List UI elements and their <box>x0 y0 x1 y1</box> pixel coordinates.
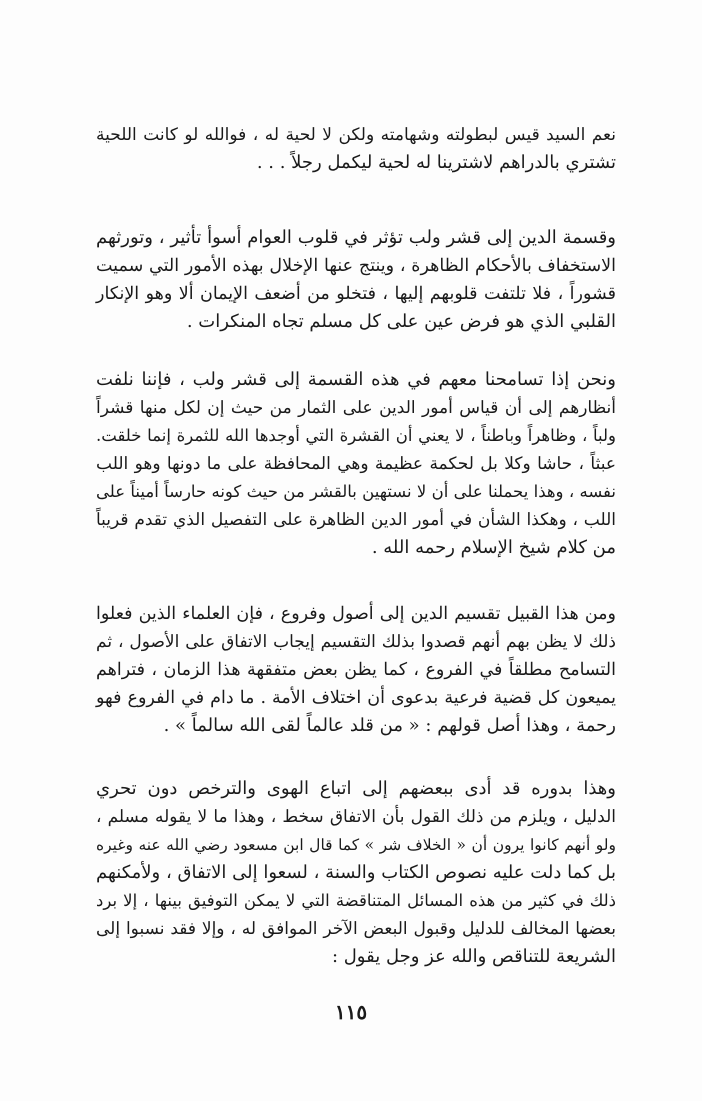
text-line: تشتري بالدراهم لاشترينا له لحية ليكمل رجلاً . . . <box>256 152 616 173</box>
text-line: الاستخفاف بالأحكام الظاهرة ، وينتج عنها الإخلال بهذه الأمور التي سميت <box>96 256 616 276</box>
text-line: اللب ، وهكذا الشأن في أمور الدين الظاهرة على التفصيل الذي تقدم قريباً <box>96 510 616 530</box>
text-line: ذلك في كثير من هذه المسائل المتناقضة التي لا يمكن التوفيق بينها ، إلا برد <box>96 891 616 910</box>
text-line: وهذا بدوره قد أدى ببعضهم إلى اتباع الهوى والترخص دون تحري <box>96 778 616 799</box>
text-line: عبثاً ، حاشا وكلا بل لحكمة عظيمة وهي المحافظة على ما دونها وهو اللب <box>96 454 616 474</box>
text-line: ولو أنهم كانوا يرون أن « الخلاف شر » كما قال ابن مسعود رضي الله عنه وغيره <box>96 836 616 854</box>
paragraph-5 <box>96 775 616 971</box>
text-line: رحمة ، وهذا أصل قولهم : « من قلد عالماً لقى الله سالماً » . <box>163 715 616 736</box>
text-line: نعم السيد قيس لبطولته وشهامته ولكن لا لحية له ، فوالله لو كانت اللحية <box>96 125 616 145</box>
text-line: من كلام شيخ الإسلام رحمه الله . <box>371 537 616 558</box>
text-line: وقسمة الدين إلى قشر ولب تؤثر في قلوب العوام أسوأ تأثير ، وتورثهم <box>96 227 616 248</box>
text-line: أنظارهم إلى أن قياس أمور الدين على الثمار من حيث إن لكل منها قشراً <box>96 398 616 418</box>
text-line: التسامح مطلقاً في الفروع ، كما يظن بعض متفقهة هذا الزمان ، فتراهم <box>96 660 616 680</box>
text-line: ونحن إذا تسامحنا معهم في هذه القسمة إلى قشر ولب ، فإننا نلفت <box>96 369 616 390</box>
text-line: ولباً ، وظاهراً وباطناً ، لا يعني أن القشرة التي أوجدها الله للثمرة إنما خلقت. <box>96 426 616 445</box>
text-line: الشريعة للتناقص والله عز وجل يقول : <box>331 946 616 967</box>
text-line: قشوراً ، فلا تلتفت قلوبهم إليها ، فتخلو من أضعف الإيمان ألا وهو الإنكار <box>96 284 616 304</box>
paragraph-4 <box>96 600 616 740</box>
text-line: الدليل ، ويلزم من ذلك القول بأن الاتفاق سخط ، وهذا ما لا يقوله مسلم ، <box>96 807 616 827</box>
text-line: بعضها المخالف للدليل وقبول البعض الآخر الموافق له ، وإلا فقد نسبوا إلى <box>96 919 616 939</box>
page-number: ١١٥ <box>334 1000 368 1024</box>
text-line: ومن هذا القبيل تقسيم الدين إلى أصول وفروع ، فإن العلماء الذين فعلوا <box>96 604 616 624</box>
text-line: نفسه ، وهذا يحملنا على أن لا نستهين بالقشر من حيث كونه حارساً أميناً على <box>96 482 616 501</box>
paragraph-2 <box>96 224 616 336</box>
text-line: ذلك لا يظن بهم أنهم قصدوا بذلك التقسيم إيجاب الاتفاق على الأصول ، ثم <box>96 632 616 652</box>
text-line: القلبي الذي هو فرض عين على كل مسلم تجاه المنكرات . <box>186 311 616 332</box>
paragraph-3 <box>96 366 616 562</box>
text-line: بل كما دلت عليه نصوص الكتاب والسنة ، لسعوا إلى الاتفاق ، ولأمكنهم <box>96 862 616 883</box>
text-line: يميعون كل قضية فرعية بدعوى أن اختلاف الأمة . ما دام في الفروع فهو <box>96 688 616 708</box>
paragraph-1 <box>96 121 616 177</box>
